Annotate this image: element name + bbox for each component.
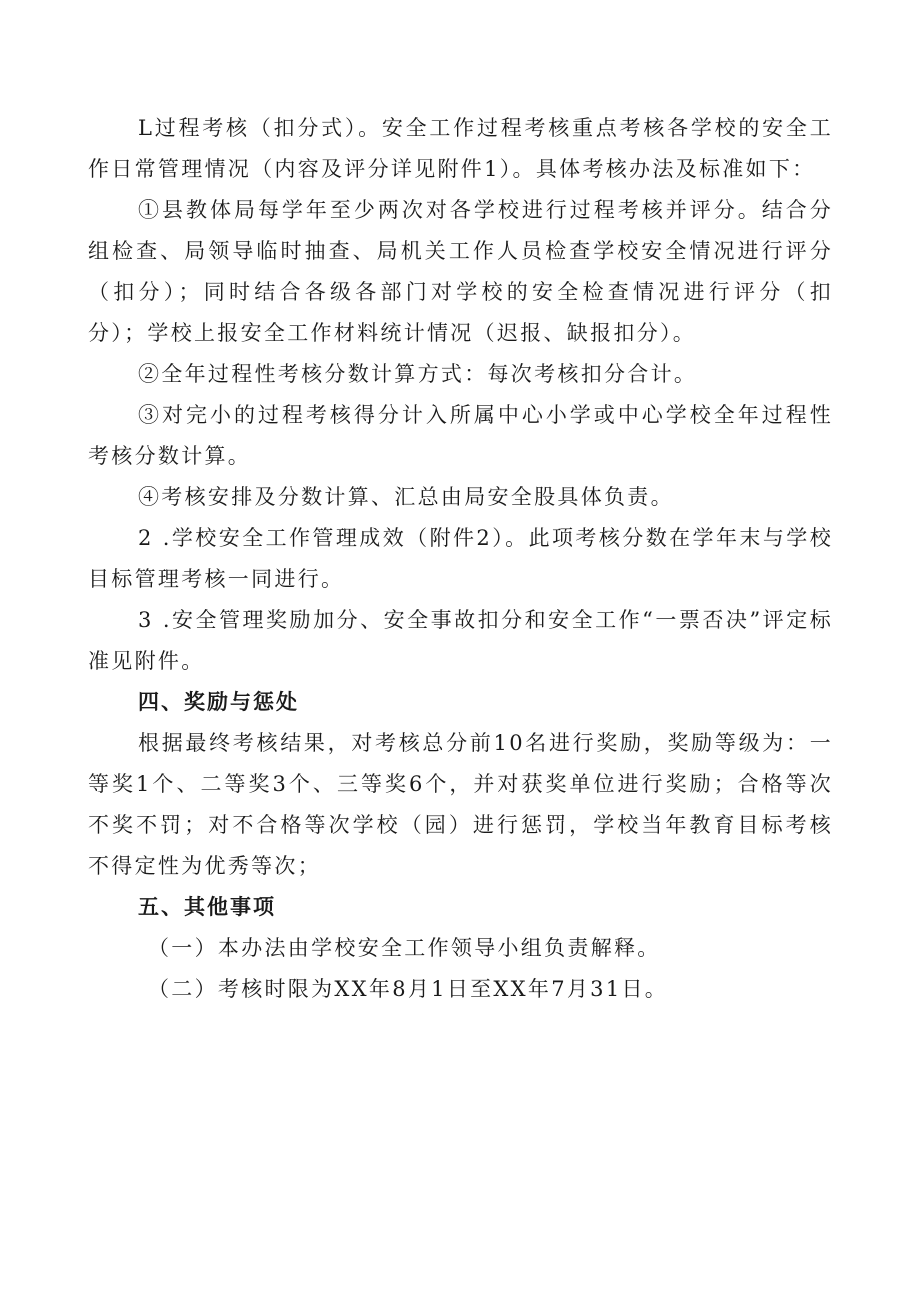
- para-item-4: ④考核安排及分数计算、汇总由局安全股具体负责。: [138, 485, 674, 509]
- para-rewards: 根据最终考核结果，对考核总分前10名进行奖励，奖励等级为：一等奖1个、二等奖3个、三等奖6个，并对获奖单位进行奖励；合格等次不奖不罚；对不合格等次学校（园）进行惩罚，学校当年教育目标考核不得定性为优秀等次；: [88, 731, 833, 878]
- para-item-2: ②全年过程性考核分数计算方式：每次考核扣分合计。: [138, 362, 698, 386]
- para-section-2: 2 .学校安全工作管理成效（附件2）。此项考核分数在学年末与学校目标管理考核一同进行。: [88, 526, 833, 591]
- other-item-1: （一）本办法由学校安全工作领导小组负责解释。: [148, 936, 661, 960]
- para-item-1: ①县教体局每学年至少两次对各学校进行过程考核并评分。结合分组检查、局领导临时抽查、局机关工作人员检查学校安全情况进行评分（扣分）；同时结合各级各部门对学校的安全检查情况进行评分（扣分）；学校上报安全工作材料统计情况（迟报、缺报扣分）。: [88, 198, 833, 345]
- section-heading-other: 五、其他事项: [138, 895, 276, 919]
- para-section-3: 3 .安全管理奖励加分、安全事故扣分和安全工作“一票否决”评定标准见附件。: [88, 608, 833, 673]
- para-process-assessment: L过程考核（扣分式）。安全工作过程考核重点考核各学校的安全工作日常管理情况（内容及评分详见附件1）。具体考核办法及标准如下：: [88, 116, 833, 181]
- document-page: [88, 108, 833, 1010]
- section-heading-rewards: 四、奖励与惩处: [138, 690, 299, 714]
- other-item-2: （二）考核时限为XX年8月1日至XX年7月31日。: [148, 977, 669, 1001]
- para-item-3: ③对完小的过程考核得分计入所属中心小学或中心学校全年过程性考核分数计算。: [88, 403, 833, 468]
